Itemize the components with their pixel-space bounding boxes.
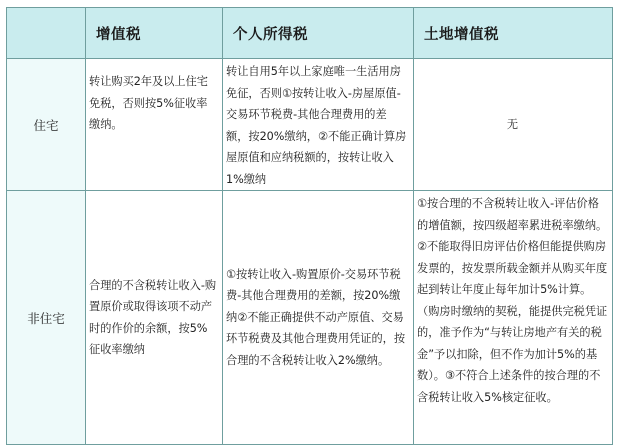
header-land-vat: 土地增值税 xyxy=(414,8,613,59)
cell-text: 合理的不含税转让收入-购置原价或取得该项不动产时的作价的余额，按5%征收率缴纳 xyxy=(89,278,217,356)
header-vat: 增值税 xyxy=(86,8,223,59)
tax-comparison-table-frame xyxy=(6,7,612,427)
row-label-residential: 住宅 xyxy=(7,59,86,191)
cell-text: ①按转让收入-购置原价-交易环节税费-其他合理费用的差额，按20%缴纳②不能正确提供不动产原值、交易环节税费及其他合理费用凭证的，按合理的不含税转让收入2%缴纳。 xyxy=(226,267,406,367)
tax-comparison-table xyxy=(6,7,613,445)
cell-text: ①按合理的不含税转让收入-评估价格的增值额，按四级超率累进税率缴纳。②不能取得旧房评估价格但能提供购房发票的，按发票所载金额并从购买年度起到转让年度止每年加计5%计算。（购房时缴纳的契税，能提供完税凭证的，准予作为“与转让房地产有关的税金”予以扣除，但不作为加计5%的基数）。③不符合上述条件的按合理的不含税转让收入5%核定征收。 xyxy=(417,197,608,404)
cell-text: 无 xyxy=(506,117,519,131)
cell-residential-income-tax xyxy=(223,59,414,191)
row-label-non-residential: 非住宅 xyxy=(7,191,86,445)
cell-text: 转让购买2年及以上住宅免税，否则按5%征收率缴纳。 xyxy=(89,75,208,131)
cell-nonresidential-income-tax xyxy=(223,191,414,445)
table-row xyxy=(7,59,613,191)
header-income-tax: 个人所得税 xyxy=(223,8,414,59)
cell-text: 转让自用5年以上家庭唯一生活用房免征，否则①按转让收入-房屋原值-交易环节税费-其他合理费用的差额，按20%缴纳，②不能正确计算房屋原值和应纳税额的，按转让收入1%缴纳 xyxy=(226,65,407,186)
cell-residential-vat xyxy=(86,59,223,191)
header-corner-cell xyxy=(7,8,86,59)
table-row xyxy=(7,191,613,445)
header-row xyxy=(7,8,613,59)
cell-nonresidential-vat xyxy=(86,191,223,445)
cell-residential-land-vat xyxy=(414,59,613,191)
cell-nonresidential-land-vat xyxy=(414,191,613,445)
